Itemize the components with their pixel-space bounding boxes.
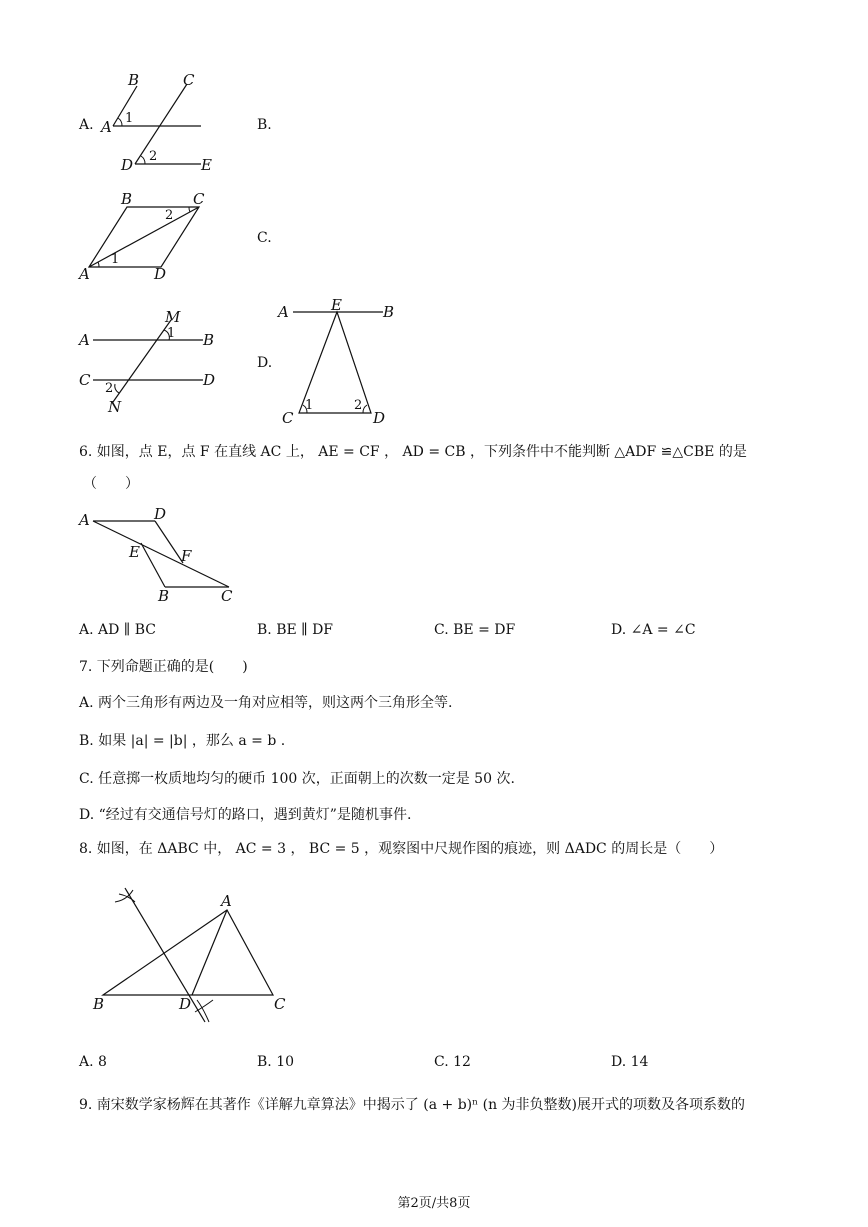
q6-option-c: C. BE = DF — [434, 622, 516, 638]
q5a-letter-e: E — [201, 156, 212, 174]
q5d-letter-b: B — [383, 303, 395, 321]
q6-letter-f: F — [181, 547, 192, 565]
q6-stem: 6. 如图，点 E，点 F 在直线 AC 上， AE = CF ， AD = CB ，下列条件中不能判断 △ADF ≌△CBE 的是 — [79, 444, 747, 460]
q6-letter-a: A — [79, 511, 90, 529]
q5a-angle-2: 2 — [149, 149, 158, 164]
q5-option-b-label: B. — [257, 117, 272, 133]
q5-option-c-label: C. — [257, 230, 272, 246]
q5-option-d-figure — [275, 296, 405, 428]
q5b-letter-d: D — [154, 265, 167, 283]
q5b-letter-c: C — [193, 190, 205, 208]
q8-option-c: C. 12 — [434, 1054, 471, 1070]
q6-letter-e: E — [129, 543, 140, 561]
q5c-letter-d: D — [203, 371, 216, 389]
q6-figure — [75, 505, 245, 605]
q5d-letter-e: E — [331, 296, 342, 314]
q8-letter-c: C — [274, 995, 286, 1013]
q5b-letter-a: A — [79, 265, 90, 283]
q6-letter-d: D — [154, 505, 167, 523]
q5d-letter-a: A — [278, 303, 289, 321]
q5d-angle-1: 1 — [305, 398, 314, 413]
q5-option-c-figure — [75, 302, 225, 417]
q7-option-a: A. 两个三角形有两边及一角对应相等，则这两个三角形全等. — [79, 695, 453, 711]
q5a-letter-c: C — [183, 71, 195, 89]
q5b-letter-b: B — [121, 190, 133, 208]
q5c-letter-n: N — [108, 398, 122, 416]
q5d-angle-2: 2 — [354, 398, 363, 413]
q5c-angle-2: 2 — [105, 381, 114, 396]
q5d-letter-d: D — [373, 409, 386, 427]
q5d-letter-c: C — [282, 409, 294, 427]
q5b-angle-2: 2 — [165, 208, 174, 223]
q5a-letter-d: D — [121, 156, 134, 174]
q8-letter-d: D — [179, 995, 192, 1013]
q5a-angle-1: 1 — [125, 111, 134, 126]
q7-stem: 7. 下列命题正确的是( ) — [79, 659, 248, 675]
q6-option-b: B. BE ∥ DF — [257, 622, 334, 638]
q7-option-d: D. “经过有交通信号灯的路口，遇到黄灯”是随机事件. — [79, 807, 412, 823]
q8-option-b: B. 10 — [257, 1054, 295, 1070]
q5c-letter-m: M — [165, 308, 181, 326]
q5a-letter-a: A — [101, 118, 112, 136]
q6-paren: （ ） — [83, 476, 139, 492]
q5-option-d-label: D. — [257, 355, 273, 371]
q7-option-c: C. 任意掷一枚质地均匀的硬币 100 次，正面朝上的次数一定是 50 次. — [79, 771, 515, 787]
q8-option-a: A. 8 — [79, 1054, 107, 1070]
q8-letter-b: B — [93, 995, 105, 1013]
q6-option-d: D. ∠A = ∠C — [611, 622, 696, 638]
q5-option-a-figure — [95, 70, 225, 180]
q5c-letter-b: B — [203, 331, 215, 349]
q6-letter-b: B — [158, 587, 170, 605]
q8-letter-a: A — [221, 892, 232, 910]
page-footer: 第2页/共8页 — [397, 1196, 471, 1211]
q6-option-a: A. AD ∥ BC — [79, 622, 156, 638]
q8-figure — [85, 872, 300, 1032]
q5c-letter-a: A — [79, 331, 90, 349]
q9-stem: 9. 南宋数学家杨辉在其著作《详解九章算法》中揭示了 (a + b)ⁿ (n 为非负整数)展开式的项数及各项系数的 — [79, 1097, 746, 1113]
q5-option-a-label: A. — [79, 117, 94, 133]
q5-option-b-figure — [75, 188, 215, 288]
q5a-letter-b: B — [128, 71, 140, 89]
q5b-angle-1: 1 — [111, 252, 120, 267]
q6-letter-c: C — [221, 587, 233, 605]
q5c-angle-1: 1 — [167, 326, 176, 341]
q5c-letter-c: C — [79, 371, 91, 389]
q8-stem: 8. 如图，在 ΔABC 中， AC = 3 ， BC = 5 ，观察图中尺规作图的痕迹，则 ΔADC 的周长是（ ） — [79, 841, 724, 857]
q7-option-b: B. 如果 |a| = |b| ，那么 a = b . — [79, 733, 286, 749]
q8-option-d: D. 14 — [611, 1054, 649, 1070]
